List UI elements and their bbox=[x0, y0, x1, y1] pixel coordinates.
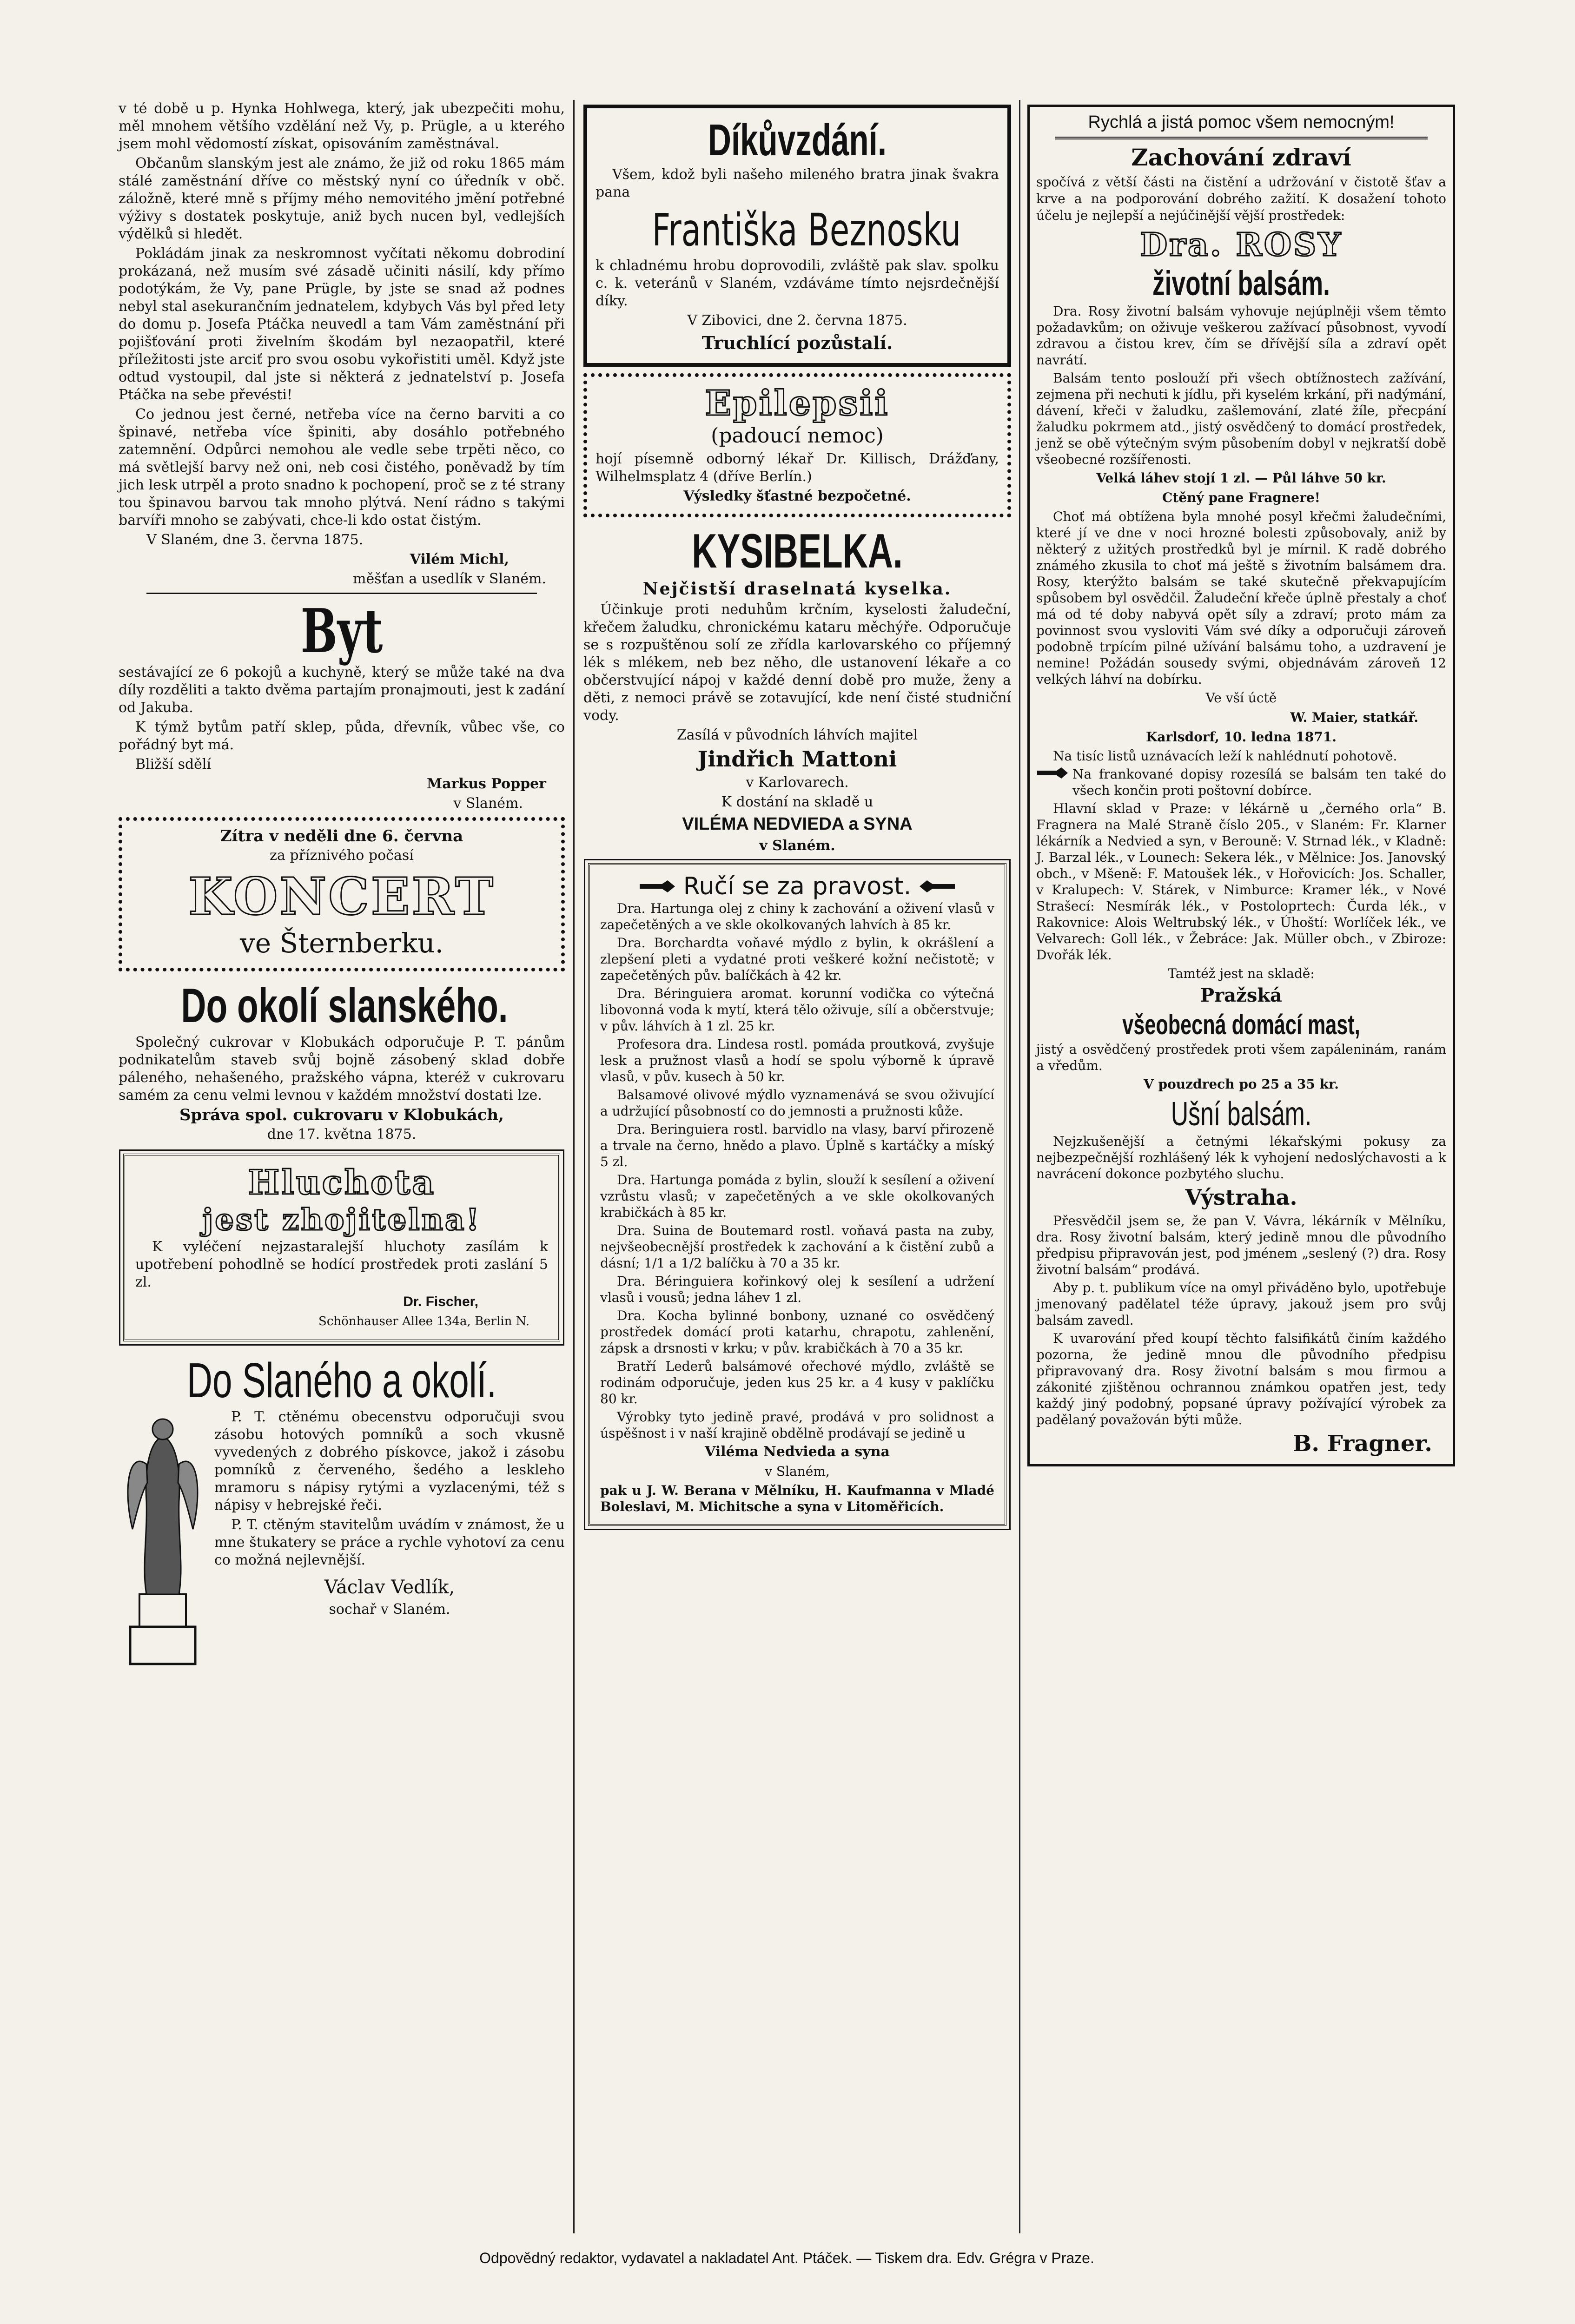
ad-text: K týmž bytům patří sklep, půda, dřevník, vůbec vše, co pořádný byt má. bbox=[119, 719, 565, 753]
column-separator-1 bbox=[573, 100, 575, 2233]
ad-title: Do Slaného a okolí. bbox=[186, 1353, 497, 1408]
ad-result: Výsledky šťastné bezpočetné. bbox=[683, 488, 911, 504]
angel-statue-image bbox=[119, 1408, 207, 1669]
ad-signature: Dr. Fischer, bbox=[403, 1294, 478, 1309]
ad-title: Ušní balsám. bbox=[1171, 1096, 1312, 1133]
ad-title: Do okolí slanského. bbox=[181, 979, 508, 1033]
ad-koncert bbox=[119, 817, 565, 971]
ad-text: K vyléčení nejzastaralejší hluchoty zasílám k upotřebení pohodlně se hodící prostředek proti zaslání 5 zl. bbox=[135, 1239, 548, 1290]
product-item: Bratří Lederů balsámové ořechové mýdlo, zvláště se rodinám odporučuje, jeden kus 25 kr. a 4 kusy v paklíčku 80 kr. bbox=[600, 1359, 994, 1406]
column-3 bbox=[1027, 100, 1455, 1473]
ad-text: za příznivého počasí bbox=[270, 847, 414, 864]
ad-price: Velká láhev stojí 1 zl. — Půl láhve 50 kr. bbox=[1096, 470, 1386, 486]
ad-title-row bbox=[600, 872, 994, 900]
ad-text: P. T. ctěným stavitelům uvádím v známost, že u mne štukatery se práce a rychle vyhotoví za cenu co možná nejlevnější. bbox=[214, 1517, 565, 1568]
ad-letter-greeting: Ctěný pane Fragnere! bbox=[1162, 490, 1320, 505]
product-item: Profesora dra. Lindesa rostl. pomáda proutková, zvyšuje lesk a pružnost vlasů a hodí se spolu výborně k úpravě vlasů, v pův. kusech à 50 kr. bbox=[600, 1037, 994, 1084]
ad-text: hojí písemně odborný lékař Dr. Killisch, Drážďany, Wilhelmsplatz 4 (dříve Berlín.) bbox=[596, 451, 999, 485]
ad-text: spočívá z větší části na čistění a udržování v čistotě šťav a krve a na podporování dobrého zažití. K dosažení tohoto účelu je nejlepší a nejúčinější vější prostředek: bbox=[1036, 174, 1446, 223]
ad-title: KONCERT bbox=[188, 866, 495, 926]
ad-text: Účinkuje proti neduhům krčním, kyselosti žaludeční, křečem žaludku, chronickému kataru měchýře. Odporučuje se s rozpuštěnou solí ze zřídla karlovarského co příjemný lék s mlékem, neb bez něho, dle ustanovení lékaře a co občerstvující nápoj v každé denní době pro muže, ženy a děti, z nemoci právě se zotavující, kde není čisté studniční vody. bbox=[583, 601, 1011, 724]
ad-title: KYSIBELKA. bbox=[692, 524, 903, 578]
ad-text: Zítra v neděli dne 6. června bbox=[220, 827, 463, 845]
product-item: Balsamové olivové mýdlo vyznamenává se svou oživující a udržující působností co do jemnosti a pružnosti kůže. bbox=[600, 1087, 994, 1119]
ad-date: dne 17. května 1875. bbox=[267, 1126, 417, 1142]
ad-text: K dostání na skladě u bbox=[721, 794, 874, 810]
ad-text: Bližší sdělí bbox=[135, 756, 212, 772]
signature-name: Vilém Michl, bbox=[410, 551, 509, 568]
signature-title: měšťan a usedlík v Slaném. bbox=[353, 571, 546, 587]
ad-title: Pražská bbox=[1200, 984, 1282, 1006]
article-paragraph: Občanům slanským jest ale známo, že již od roku 1865 mám stálé zaměstnání dříve co městský nyní co úředník v obč. záložně, které mně s příjmy mého nemovitého jmění potřebné výživy s dostatek poskytuje, aniž bych nucen byl, vedlejších výdělků si hledět. bbox=[119, 155, 565, 242]
column-2 bbox=[583, 100, 1011, 1537]
ad-letter-closing: Ve vší úctě bbox=[1205, 690, 1277, 706]
article-paragraph: Co jednou jest černé, netřeba více na černo barviti a co špinavé, netřeba více špiniti, aby dosáhlo potřebného zatemnění. Odpůrci nemohou ale vedle sebe trpěti něco, co má světlejší barvy než oni, neb cosi čistého, poněvadž by tím jich lesk utrpěl a proto snadno k pochopení, proč se z té strany tou špinavou barvou tak mnoho plýtvá. Není rádno s takými barvíři mnoho se zabývati, chce-li kdo ostat čistým. bbox=[119, 406, 565, 528]
ad-kysibelka bbox=[583, 524, 1011, 855]
ad-subtitle: (padoucí nemoc) bbox=[711, 424, 884, 448]
ad-signature-name: Václav Vedlík, bbox=[324, 1577, 455, 1598]
product-item: Dra. Béringuiera aromat. korunní vodička co výtečná libovonná voda k mytí, která tělo oživuje, sílí a občerstvuje; v pův. láhvích à 1 zl. 25 kr. bbox=[600, 986, 994, 1034]
ad-text: Dra. Rosy životní balsám vyhovuje nejúplněji všem těmto požadavkům; on oživuje veškerou zažívací působnost, vyvodí zdravou a čistou krev, čím se dřívější síla a zdraví opět navrátí. bbox=[1036, 304, 1446, 368]
ad-title: Hluchota bbox=[248, 1162, 436, 1202]
ad-seller: Viléma Nedvieda a syna bbox=[705, 1444, 890, 1460]
ad-body bbox=[119, 1408, 565, 1669]
ad-headline: Rychlá a jistá pomoc všem nemocným! bbox=[1088, 112, 1395, 132]
pointing-hand-icon bbox=[919, 878, 956, 894]
ad-signature: Truchlící pozůstalí. bbox=[701, 332, 893, 353]
divider bbox=[1055, 137, 1428, 139]
ad-subtitle: jest zhojitelna! bbox=[202, 1202, 481, 1237]
ad-text: Aby p. t. publikum více na omyl přiváděno bylo, upotřebuje jmenovaný padělatel téže úpravy, jakouž jsem pro svůj balsám zavedl. bbox=[1036, 1280, 1446, 1328]
pointing-hand-icon bbox=[639, 878, 676, 894]
ad-ruci-za-pravost bbox=[588, 863, 1006, 1526]
ad-okoli bbox=[119, 978, 565, 1143]
ad-epilepsii bbox=[583, 373, 1011, 517]
ad-text: Nejzkušenější a četnými lékařskými pokusy za nejbezpečnější rozhlášený lék k vyhojení nedoslýchavosti a k navrácení dokonce pozbytého sluchu. bbox=[1036, 1134, 1446, 1182]
ad-signature-place: v Slaném. bbox=[453, 795, 523, 812]
ad-signature: B. Fragner. bbox=[1292, 1431, 1432, 1457]
ad-seller: VILÉMA NEDVIEDA a SYNA bbox=[682, 814, 913, 834]
product-item: Dra. Suina de Boutemard rostl. voňavá pasta na zuby, nejvšeobecnější prostředek k zachování a k čistění zubů a dásní; 1/1 a 1/2 balíčku à 70 a 35 kr. bbox=[600, 1223, 994, 1271]
ad-title: Epilepsii bbox=[705, 383, 890, 423]
ad-text: Na frankované dopisy rozesílá se balsám ten také do všech končin proti poštovní dobírce. bbox=[1072, 766, 1446, 798]
product-item: Dra. Hartunga pomáda z bylin, slouží k sesílení a oživení vzrůstu vlasů; v zapečetěných a ve skle okolkovaných krabičkách à 85 kr. bbox=[600, 1172, 994, 1220]
product-item: Dra. Borchardta voňavé mýdlo z bylin, k okrášlení a zlepšení pleti a vydatné proti veškeré kožní nečistotě; v zapečetěných pův. balíčkách à 42 kr. bbox=[600, 935, 994, 983]
product-item: Dra. Kocha bylinné bonbony, uznané co osvědčený prostředek domácí proti katarhu, chrapotu, zahlenění, zápsk a drsnosti v krku; v pův. krabičkách à 70 a 35 kr. bbox=[600, 1308, 994, 1356]
article-paragraph: v té době u p. Hynka Hohlwega, který, jak ubezpečiti mohu, měl mnohem většího vzdělání než Vy, p. Prügle, a u kterého jsem mohl vědomostí získat, opisováním zaměstnával. bbox=[119, 100, 565, 152]
ad-signature-name: Markus Popper bbox=[427, 776, 546, 792]
ad-date: V Zibovici, dne 2. června 1875. bbox=[687, 312, 907, 329]
ad-dikuvzdani bbox=[583, 105, 1011, 367]
divider bbox=[146, 593, 537, 594]
ad-title: Ručí se za pravost. bbox=[683, 872, 912, 900]
ad-text: ve Šternberku. bbox=[239, 927, 444, 959]
ad-text: k chladnému hrobu doprovodili, zvláště pak slav. spolku c. k. veteránů v Slaném, vzdáváme tímto nejsrdečnější díky. bbox=[596, 257, 999, 309]
ad-subtitle: Nejčistší draselnatá kyselka. bbox=[642, 579, 952, 599]
page-footer: Odpovědný redaktor, vydavatel a nakladatel Ant. Ptáček. — Tiskem dra. Edv. Grégra v Praze. bbox=[479, 2250, 1094, 2266]
ad-text: Všem, kdož byli našeho mileného bratra jinak švakra pana bbox=[596, 166, 999, 200]
ad-slany bbox=[119, 1353, 565, 1669]
article-date: V Slaném, dne 3. června 1875. bbox=[146, 532, 364, 548]
ad-text-block bbox=[214, 1408, 565, 1669]
column-1 bbox=[119, 100, 565, 1669]
ad-hluchota bbox=[123, 1154, 560, 1341]
ad-text: jistý a osvědčený prostředek proti všem zapáleninám, ranám a vředům. bbox=[1036, 1042, 1446, 1073]
ad-title: Byt bbox=[300, 595, 383, 667]
ad-note: Na tisíc listů uznávacích leží k nahlédnutí pohotově. bbox=[1053, 748, 1397, 764]
ad-closing: Výrobky tyto jedině pravé, prodává v pro solidnost a úspěšnost i v naší krajině obdělně prodávají se jedině u bbox=[600, 1409, 994, 1441]
ad-text: Balsám tento poslouží při všech obtížnostech zažívání, zejmena při nechuti k jídlu, při kyselém krkání, při nadýmání, dávení, křeči v žaludku, zašlemování, zlaté žíle, přecpání žaludku pokrmem atd., jistý osvědčený to domácí prostředek, jenž se obě výtečným svým působením dobyl v nejkratší době všeobecné rozšířenosti. bbox=[1036, 370, 1446, 467]
ad-signature: Správa spol. cukrovaru v Klobukách, bbox=[179, 1106, 504, 1124]
ad-text: K uvarování před koupí těchto falsifikátů činím každého pozorna, že jedině mnou dle původního předpisu připravovaný dra. Rosy životní balsám s mou firmou a zákonité zjištěnou ochrannou známkou opatřen jest, tedy každý jiný podobný, popsané úpravy požívající výrobek za padělaný považován býti může. bbox=[1036, 1331, 1446, 1427]
product-item: Dra. Béringuiera kořinkový olej k sesílení a udržení vlasů i vousů; jedna láhev 1 zl. bbox=[600, 1274, 994, 1305]
ad-byt bbox=[119, 595, 565, 812]
ad-seller-place: v Slaném. bbox=[759, 838, 835, 854]
ad-signature-place: Karlsdorf, 10. ledna 1871. bbox=[1146, 729, 1337, 745]
ad-price: V pouzdrech po 25 a 35 kr. bbox=[1144, 1076, 1339, 1092]
ad-owner: Jindřich Mattoni bbox=[697, 746, 897, 772]
ad-text: P. T. ctěnému obecenstvu odporučuji svou zásobu hotových pomníků a soch vkusně vyvedených z dobrého pískovce, jakož i zásobu pomníků z červeného, šedého a leskleho mramoru s nápisy rytými a vyzlacenými, též s nápisy v hebrejské řeči. bbox=[214, 1409, 565, 1513]
ad-text: Zasílá v původních láhvích majitel bbox=[676, 727, 918, 743]
ad-stores: Hlavní sklad v Praze: v lékárně u „černého orla“ B. Fragnera na Malé Straně číslo 205., v Slaném: Fr. Klarner lékárník a Nedvied a syn, v Berouně: V. Strnad lék., v Kladně: J. Barzal lék., v Lounech: Sekera lék., v Mělnice: Jos. Janovský obch., v Mšeně: F. Matoušek lék., v Hořovicích: Jos. Schaller, v Kralupech: V. Stárek, v Nimburce: Kramer lék., v Nové Strašecí: Nesmírák lék., v Postoloprtech: Čurda lék., v Rakovnice: Alois Weltrubský lék., v Úhoští: Worlíček lék., ve Velvarech: Goll lék., v Žebráce: Jak. Müller obch., v Zbiroze: Dvořák lék. bbox=[1036, 801, 1446, 963]
article-paragraph: Pokládám jinak za neskromnost vyčítati někomu dobrodiní prokázaná, než musím své zásadě učiniti násilí, kdy přímo podotýkám, že Vy, pane Prügle, by jste se snad až podnes nebyl stal asekurančním jednatelem, kdybych Vás byl před lety do domu p. Josefa Ptáčka neuvedl a tam Vám zaměstnání při pojišťování proti živelním škodám byl nezaopatřil, které příležitosti jste arciť pro svou osobu vykořistiti uměl. Když jste odtud vystoupil, dal jste si některá z jednatelství p. Josefa Ptáčka na sebe převésti! bbox=[119, 245, 565, 403]
ad-subtitle: všeobecná domácí mast, bbox=[1122, 1009, 1360, 1040]
ad-text: Společný cukrovar v Klobukách odporučuje P. T. pánům podnikatelům staveb svůj bojně zásobený sklad dobře páleného, nehašeného, pražského vápna, kteréž v cukrovaru samém za cenu velmi levnou v každém množství dostati lze. bbox=[119, 1034, 565, 1103]
product-item: Dra. Hartunga olej z chiny k zachování a oživení vlasů v zapečetěných a ve skle okolkovaných lahvích à 85 kr. bbox=[600, 901, 994, 932]
pointing-hand-icon bbox=[1036, 766, 1069, 780]
column-separator-2 bbox=[1019, 100, 1020, 2233]
ad-signature-title: sochař v Slaném. bbox=[329, 1601, 450, 1618]
ad-owner-place: v Karlovarech. bbox=[746, 774, 849, 791]
ad-text: Tamtéž jest na skladě: bbox=[1168, 966, 1315, 981]
ad-rosy bbox=[1027, 105, 1455, 1466]
ad-text: Přesvědčil jsem se, že pan V. Vávra, lékárník v Mělníku, dra. Rosy životní balsám, který jedině mnou dle původního předpisu připravován jest, pod jménem „seslený (?) dra. Rosy životní balsám“ prodává. bbox=[1036, 1213, 1446, 1277]
ad-text: sestávající ze 6 pokojů a kuchyně, který se může také na dva díly rozděliti a takto dvěma partajím pronajmouti, jest k zadání od Jakuba. bbox=[119, 664, 565, 716]
ad-other-sellers: pak u J. W. Berana v Mělníku, H. Kaufmanna v Mladé Boleslavi, M. Michitsche a syna v Litoměřicích. bbox=[600, 1483, 994, 1514]
ad-letter: Choť má obtížena byla mnohé posyl křečmi žaludečními, které jí ve dne v noci hrozné bolesti způsobovaly, aniž by některý z užitých prostředků byl je mírnil. K radě dobrého známého zkusila to choť má ještě s životním balsámem dra. Rosy, kterýžto balsám se také skutečně překvapujícím spůsobem byl osvědčil. Žaludeční křeče úplně přestaly a choť má od té doby nabyvá opět síly a zdraví; proto mám za povinnost svou vysloviti Vám své díky a odporučuji zároveň podobně trpícím pilné užívání balsámu toho, a uzdravení je nemine! Požádán sousedy svými, objednávám zároveň 12 velkých láhví na dobírku. bbox=[1036, 509, 1446, 687]
product-item: Dra. Beringuiera rostl. barvidlo na vlasy, barví přirozeně a trvale na černo, hnědo a plavo. Úplně s kartáčky a míský 5 zl. bbox=[600, 1122, 994, 1169]
ad-title: Výstraha. bbox=[1185, 1185, 1297, 1210]
ad-subtitle: životní balsám. bbox=[1152, 264, 1330, 303]
ad-franko-row bbox=[1036, 766, 1446, 800]
ad-seller-place: v Slaném, bbox=[765, 1464, 830, 1479]
ad-title: Díkůvzdání. bbox=[708, 115, 887, 165]
ad-title: Dra. ROSY bbox=[1140, 226, 1343, 264]
deceased-name: Františka Beznosku bbox=[652, 204, 961, 256]
ad-title: Zachování zdraví bbox=[1131, 144, 1351, 171]
ad-signature-name: W. Maier, statkář. bbox=[1290, 710, 1418, 725]
ad-address: Schönhauser Allee 134a, Berlin N. bbox=[318, 1314, 529, 1328]
